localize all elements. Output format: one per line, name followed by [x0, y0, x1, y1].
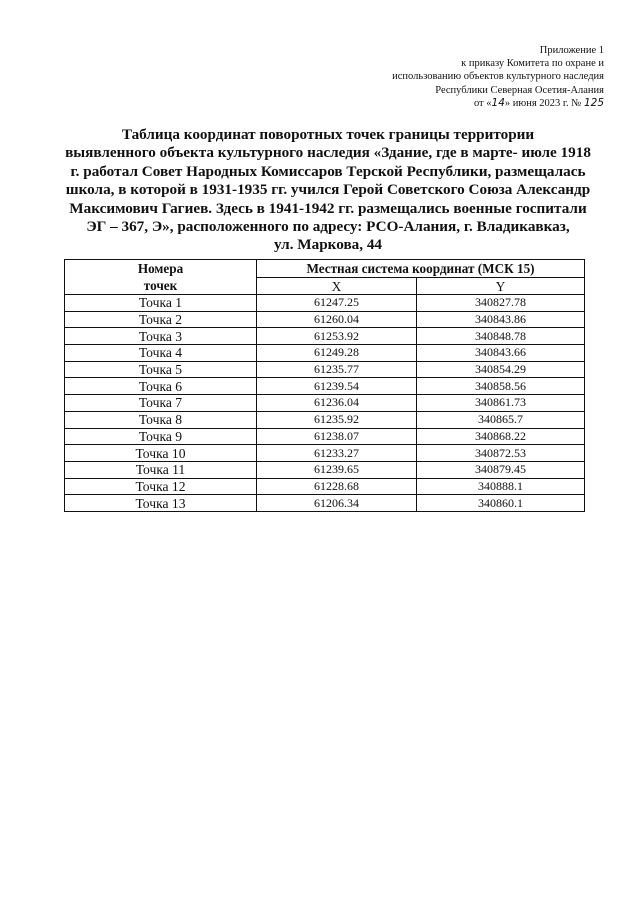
x-value: 61239.54	[257, 378, 417, 395]
date-middle: » июня 2023 г. №	[504, 97, 582, 109]
coordinates-table	[64, 259, 585, 512]
table-row	[65, 461, 585, 478]
point-label: Точка 13	[65, 495, 257, 512]
y-value: 340888.1	[417, 478, 585, 495]
title-line-4: школа, в которой в 1931-1935 гг. учился Герой Советского Союза Александр	[65, 181, 591, 199]
document-title	[58, 126, 598, 255]
header-x: X	[257, 278, 417, 295]
table-row	[65, 395, 585, 412]
appendix-header	[324, 44, 604, 110]
appendix-line-4: Республики Северная Осетия-Алания	[435, 84, 604, 96]
y-value: 340868.22	[417, 428, 585, 445]
y-value: 340854.29	[417, 361, 585, 378]
x-value: 61236.04	[257, 395, 417, 412]
x-value: 61249.28	[257, 345, 417, 362]
order-number: 125	[583, 96, 604, 109]
appendix-line-3: использованию объектов культурного наследия	[392, 71, 604, 83]
appendix-date-line	[324, 97, 604, 110]
point-label: Точка 1	[65, 295, 257, 312]
y-value: 340827.78	[417, 295, 585, 312]
y-value: 340860.1	[417, 495, 585, 512]
point-label: Точка 4	[65, 345, 257, 362]
date-day: 14	[491, 96, 505, 109]
point-label: Точка 3	[65, 328, 257, 345]
title-line-7: ул. Маркова, 44	[273, 236, 383, 254]
table-row	[65, 361, 585, 378]
y-value: 340865.7	[417, 411, 585, 428]
x-value: 61253.92	[257, 328, 417, 345]
x-value: 61233.27	[257, 445, 417, 462]
table-row	[65, 428, 585, 445]
x-value: 61228.68	[257, 478, 417, 495]
title-line-6: ЭГ – 367, Э», расположенного по адресу: РСО-Алания, г. Владикавказ,	[86, 218, 570, 236]
title-line-3: г. работал Совет Народных Комиссаров Терской Республики, размещалась	[70, 162, 586, 180]
table-row	[65, 445, 585, 462]
x-value: 61235.92	[257, 411, 417, 428]
header-point-numbers-line-2: точек	[143, 278, 178, 293]
y-value: 340843.66	[417, 345, 585, 362]
y-value: 340843.86	[417, 311, 585, 328]
point-label: Точка 8	[65, 411, 257, 428]
point-label: Точка 12	[65, 478, 257, 495]
x-value: 61206.34	[257, 495, 417, 512]
x-value: 61247.25	[257, 295, 417, 312]
coordinates-table-body	[65, 295, 585, 512]
x-value: 61235.77	[257, 361, 417, 378]
point-label: Точка 6	[65, 378, 257, 395]
y-value: 340858.56	[417, 378, 585, 395]
point-label: Точка 7	[65, 395, 257, 412]
appendix-line-1: Приложение 1	[539, 45, 604, 56]
point-label: Точка 2	[65, 311, 257, 328]
table-row	[65, 345, 585, 362]
title-line-2: выявленного объекта культурного наследия «Здание, где в марте- июле 1918	[65, 144, 591, 162]
table-row	[65, 411, 585, 428]
y-value: 340848.78	[417, 328, 585, 345]
title-line-5: Максимович Гагиев. Здесь в 1941-1942 гг. размещались военные госпитали	[69, 199, 587, 217]
table-row	[65, 295, 585, 312]
table-row	[65, 495, 585, 512]
y-value: 340861.73	[417, 395, 585, 412]
header-y: Y	[417, 278, 585, 295]
point-label: Точка 9	[65, 428, 257, 445]
table-row	[65, 328, 585, 345]
point-label: Точка 11	[65, 461, 257, 478]
title-line-1: Таблица координат поворотных точек границы территории	[121, 126, 535, 143]
y-value: 340879.45	[417, 461, 585, 478]
table-row	[65, 311, 585, 328]
header-point-numbers-line-1: Номера	[137, 261, 184, 276]
date-prefix: от «	[473, 97, 492, 109]
table-row	[65, 478, 585, 495]
x-value: 61239.65	[257, 461, 417, 478]
x-value: 61260.04	[257, 311, 417, 328]
y-value: 340872.53	[417, 445, 585, 462]
point-label: Точка 10	[65, 445, 257, 462]
point-label: Точка 5	[65, 361, 257, 378]
x-value: 61238.07	[257, 428, 417, 445]
header-coordinate-system: Местная система координат (МСК 15)	[257, 260, 585, 278]
table-row	[65, 378, 585, 395]
appendix-line-2: к приказу Комитета по охране и	[461, 58, 604, 70]
header-point-numbers	[65, 260, 257, 295]
